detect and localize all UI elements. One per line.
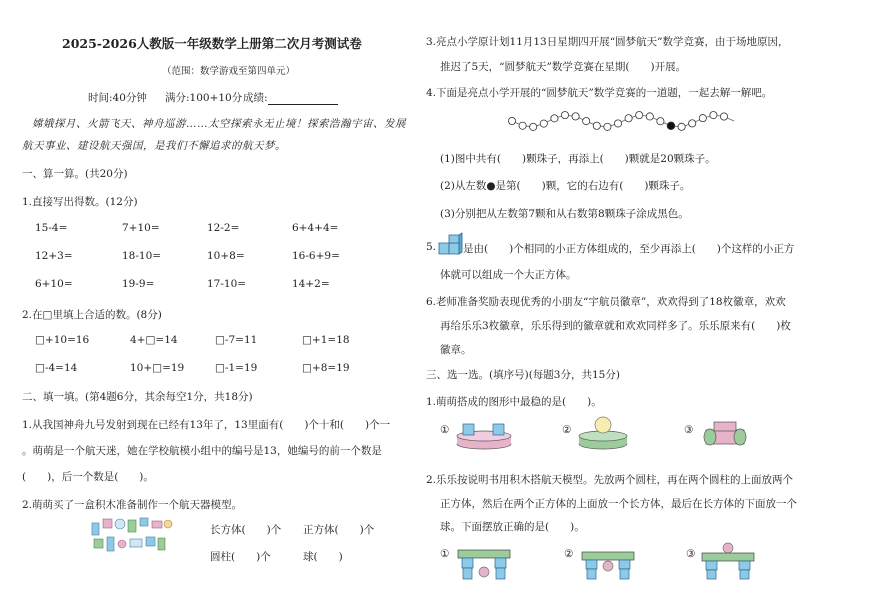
s2-q1-line-3: ( )，后一个数是( )。	[22, 471, 154, 483]
option-1-label[interactable]: ①	[440, 548, 450, 560]
q5-line-1: 是由( )个相同的小正方体组成的，至少再添上( )个这样的小正方	[463, 243, 795, 255]
bead[interactable]	[678, 123, 685, 130]
q6-line-2: 再给乐乐3枚徽章，乐乐得到的徽章就和欢欢同样多了。乐乐原来有( )枚	[440, 320, 791, 332]
sphere-count[interactable]: 球( )	[303, 551, 343, 563]
calc-item[interactable]: 19-9=	[122, 278, 155, 290]
small-cubes-figure	[437, 234, 463, 256]
s3-q2-line-1: 2.乐乐按说明书用积木搭航天模型。先放两个圆柱，再在两个圆柱的上面放两个	[426, 474, 794, 486]
bead[interactable]	[720, 113, 727, 120]
bead[interactable]	[540, 120, 547, 127]
result-field[interactable]	[243, 90, 338, 105]
q5-line-2: 体就可以组成一个大正方体。	[440, 269, 577, 281]
motto-line-1: 嫦娥探月、火箭飞天、神舟巡游……太空探索永无止境！探索浩瀚宇宙、发展	[32, 118, 406, 130]
motto-line-2: 航天事业、建设航天强国，是我们不懈追求的航天梦。	[22, 140, 286, 152]
calc-item[interactable]: 12-2=	[207, 222, 240, 234]
cuboid-count[interactable]: 长方体( )个	[210, 524, 282, 536]
s3-q1-text: 1.萌萌搭成的图形中最稳的是( )。	[426, 396, 602, 408]
q4-sub-3: (3)分别把从左数第7颗和从右数第8颗珠子涂成黑色。	[440, 208, 689, 220]
bead[interactable]	[614, 120, 621, 127]
option-2-label[interactable]: ②	[564, 548, 574, 560]
fill-box-item[interactable]: □+10=16	[35, 334, 90, 346]
exam-score: 满分:100+10分	[165, 92, 243, 104]
option-3-label[interactable]: ③	[686, 548, 696, 560]
bead[interactable]	[625, 115, 632, 122]
calc-item[interactable]: 6+10=	[35, 278, 73, 290]
bead[interactable]	[593, 122, 600, 129]
calc-item[interactable]: 12+3=	[35, 250, 73, 262]
fill-box-item[interactable]: □-7=11	[215, 334, 258, 346]
q4-sub-1: (1)图中共有( )颗珠子，再添上( )颗就是20颗珠子。	[440, 153, 716, 165]
calc-item[interactable]: 17-10=	[207, 278, 247, 290]
cylinder-count[interactable]: 圆柱( )个	[210, 551, 271, 563]
bead[interactable]	[604, 123, 611, 130]
section-1-q1-label: 1.直接写出得数。(12分)	[22, 196, 138, 208]
s2-q1-line-2: 。萌萌是一个航天迷，她在学校航模小组中的编号是13，她编号的前一个数是	[22, 445, 382, 457]
section-3-heading: 三、选一选。(填序号)(每题3分，共15分)	[426, 369, 620, 381]
bead[interactable]	[561, 112, 568, 119]
black-bead[interactable]	[667, 122, 675, 130]
section-1-q2-label: 2.在□里填上合适的数。(8分)	[22, 309, 162, 321]
bead[interactable]	[519, 122, 526, 129]
calc-item[interactable]: 10+8=	[207, 250, 245, 262]
exam-time: 时间:40分钟	[88, 92, 147, 104]
fill-box-item[interactable]: 4+□=14	[130, 334, 178, 346]
bead[interactable]	[699, 115, 706, 122]
option-3-figure[interactable]	[700, 418, 750, 450]
option-2-figure[interactable]	[580, 544, 636, 580]
q6-line-1: 6.老师准备奖励表现优秀的小朋友“宇航员徽章”，欢欢得到了18枚徽章，欢欢	[426, 296, 786, 308]
s2-q2-line-1: 2.萌萌买了一盒积木准备制作一个航天器模型。	[22, 499, 243, 511]
q3-line-1: 3.亮点小学原计划11月13日星期四开展“圆梦航天”数学竞赛，由于场地原因，	[426, 36, 789, 48]
bead[interactable]	[508, 117, 515, 124]
calc-item[interactable]: 16-6+9=	[292, 250, 340, 262]
q3-line-2: 推迟了5天，“圆梦航天”数学竞赛在星期( )开展。	[440, 61, 687, 73]
calc-item[interactable]: 18-10=	[122, 250, 162, 262]
calc-item[interactable]: 6+4+4=	[292, 222, 339, 234]
q6-line-3: 徽章。	[440, 344, 472, 356]
fill-box-item[interactable]: □-1=19	[215, 362, 258, 374]
bead[interactable]	[530, 123, 537, 130]
fill-box-item[interactable]: 10+□=19	[130, 362, 185, 374]
option-1-figure[interactable]	[456, 544, 512, 580]
option-1-figure[interactable]	[455, 420, 513, 450]
section-1-heading: 一、算一算。(共20分)	[22, 168, 128, 180]
result-label: 成绩:	[243, 92, 268, 104]
building-blocks-illustration	[90, 515, 175, 555]
q4-sub-2: (2)从左数●是第( )颗，它的右边有( )颗珠子。	[440, 180, 691, 192]
bead[interactable]	[636, 112, 643, 119]
s3-q2-line-2: 正方体，然后在两个正方体的上面放一个长方体，最后在长方体的下面放一个	[440, 498, 797, 510]
calc-item[interactable]: 15-4=	[35, 222, 68, 234]
bead[interactable]	[689, 120, 696, 127]
cube-count[interactable]: 正方体( )个	[303, 524, 375, 536]
s2-q1-line-1: 1.从我国神舟九号发射到现在已经有13年了，13里面有( )个十和( )个一	[22, 419, 391, 431]
bead[interactable]	[572, 113, 579, 120]
option-3-label[interactable]: ③	[684, 424, 694, 436]
section-2-heading: 二、填一填。(第4题6分，其余每空1分，共18分)	[22, 391, 253, 403]
bead[interactable]	[657, 118, 664, 125]
result-blank[interactable]	[268, 94, 338, 105]
fill-box-item[interactable]: □-4=14	[35, 362, 78, 374]
bead[interactable]	[583, 118, 590, 125]
bead[interactable]	[551, 115, 558, 122]
q4-line-1: 4.下面是亮点小学开展的“圆梦航天”数学竞赛的一道题，一起去解一解吧。	[426, 87, 773, 99]
calc-item[interactable]: 7+10=	[122, 222, 160, 234]
bead[interactable]	[710, 111, 717, 118]
s3-q2-line-3: 球。下面摆放正确的是( )。	[440, 521, 585, 533]
option-2-figure[interactable]	[577, 414, 629, 450]
q5-number: 5.	[426, 241, 437, 253]
page-title: 2025-2026人教版一年级数学上册第二次月考测试卷	[62, 36, 362, 51]
option-1-label[interactable]: ①	[440, 424, 450, 436]
bead[interactable]	[646, 113, 653, 120]
fill-box-item[interactable]: □+8=19	[302, 362, 350, 374]
bead-string-illustration	[508, 108, 738, 134]
calc-item[interactable]: 14+2=	[292, 278, 330, 290]
fill-box-item[interactable]: □+1=18	[302, 334, 350, 346]
option-2-label[interactable]: ②	[562, 424, 572, 436]
option-3-figure[interactable]	[700, 542, 756, 580]
exam-scope: （范围：数学游戏至第四单元）	[162, 66, 296, 77]
